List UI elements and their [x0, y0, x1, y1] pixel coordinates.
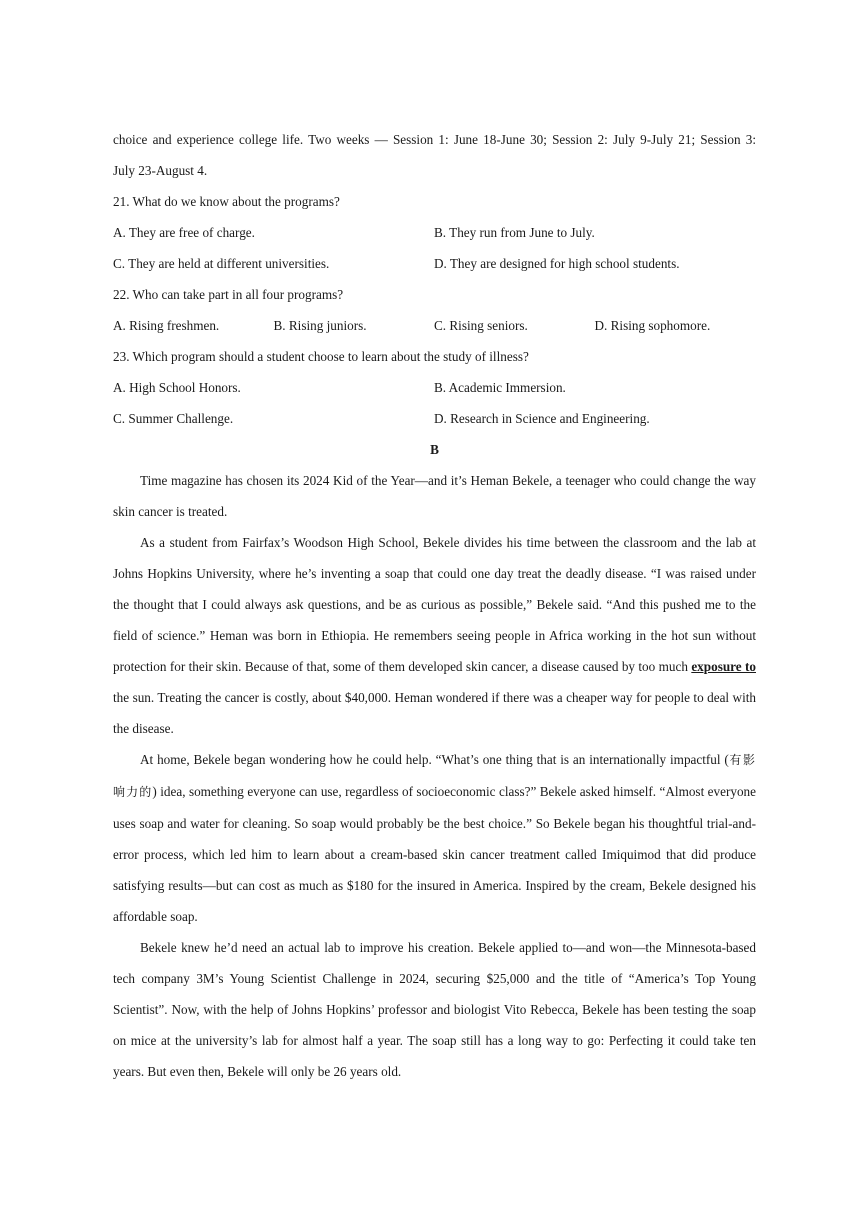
option-22-c: C. Rising seniors.: [434, 318, 528, 333]
passage-b-paragraph-3-text: ) idea, something everyone can use, regardless of socioeconomic class?” Bekele asked himself. “Almost everyone uses soap and water for cleaning. So soap would probably be the best choice.” So Bekele began his thoughtful trial-and-error process, which led him to learn about a cream-based skin cancer treatment called Imiquimod that did produce satisfying results—but can cost as much as $180 for the insured in America. Inspired by the cream, Bekele designed his affordable soap.: [113, 784, 756, 924]
passage-b-paragraph-2-text: As a student from Fairfax’s Woodson High School, Bekele divides his time between the classroom and the lab at Johns Hopkins University, where he’s inventing a soap that could one day treat the deadly disease. “I was raised under the thought that I could always ask questions, and be as curious as possible,” Bekele said. “And this pushed me to the field of science.” Heman was born in Ethiopia. He remembers seeing people in Africa working in the hot sun without protection for their skin. Because of that, some of them developed skin cancer, a disease caused by too much: [113, 535, 756, 674]
passage-b-paragraph-1: Time magazine has chosen its 2024 Kid of the Year—and it’s Heman Bekele, a teenager who could change the way skin cancer is treated.: [113, 473, 756, 519]
question-23-stem: 23. Which program should a student choose to learn about the study of illness?: [113, 349, 529, 364]
question-22-options: [113, 310, 756, 341]
question-23-options: [113, 372, 756, 403]
passage-b-paragraph-3: [113, 744, 756, 932]
option-21-c: C. They are held at different universities.: [113, 256, 330, 271]
option-22-a: A. Rising freshmen.: [113, 318, 220, 333]
question-21-stem: 21. What do we know about the programs?: [113, 194, 340, 209]
section-b-heading: B: [430, 442, 439, 457]
option-23-b: B. Academic Immersion.: [434, 380, 566, 395]
option-21-b: B. They run from June to July.: [434, 225, 595, 240]
passage-a-text-line: July 23-August 4.: [113, 163, 208, 178]
question-21-options: [113, 217, 756, 248]
option-21-d: D. They are designed for high school students.: [434, 256, 680, 271]
vocabulary-keyword: exposure to: [691, 659, 756, 674]
question-22-stem: 22. Who can take part in all four programs?: [113, 287, 344, 302]
passage-b-paragraph-3-text: At home, Bekele began wondering how he could help. “What’s one thing that is an internationally impactful (: [140, 752, 729, 767]
option-23-d: D. Research in Science and Engineering.: [434, 411, 650, 426]
option-21-a: A. They are free of charge.: [113, 225, 255, 240]
passage-b-paragraph-2: [113, 527, 756, 744]
passage-b-paragraph-4: Bekele knew he’d need an actual lab to improve his creation. Bekele applied to—and won—the Minnesota-based tech company 3M’s Young Scientist Challenge in 2024, securing $25,000 and the title of “America’s Top Young Scientist”. Now, with the help of Johns Hopkins’ professor and biologist Vito Rebecca, Bekele has been testing the soap on mice at the university’s lab for almost half a year. The soap still has a long way to go: Perfecting it could take ten years. But even then, Bekele will only be 26 years old.: [113, 940, 756, 1079]
passage-a-text-line: choice and experience college life. Two weeks — Session 1: June 18-June 30; Session 2: July 9-July 21; Session 3:: [113, 132, 756, 147]
option-22-b: B. Rising juniors.: [273, 318, 367, 333]
option-23-a: A. High School Honors.: [113, 380, 241, 395]
option-22-d: D. Rising sophomore.: [594, 318, 711, 333]
question-21-options: [113, 248, 756, 279]
option-23-c: C. Summer Challenge.: [113, 411, 234, 426]
chinese-gloss: 有影响力的: [113, 753, 756, 799]
question-23-options: [113, 403, 756, 434]
passage-b-paragraph-2-text: the sun. Treating the cancer is costly, about $40,000. Heman wondered if there was a cheaper way for people to deal with the disease.: [113, 690, 756, 736]
exam-page: [113, 124, 756, 1087]
